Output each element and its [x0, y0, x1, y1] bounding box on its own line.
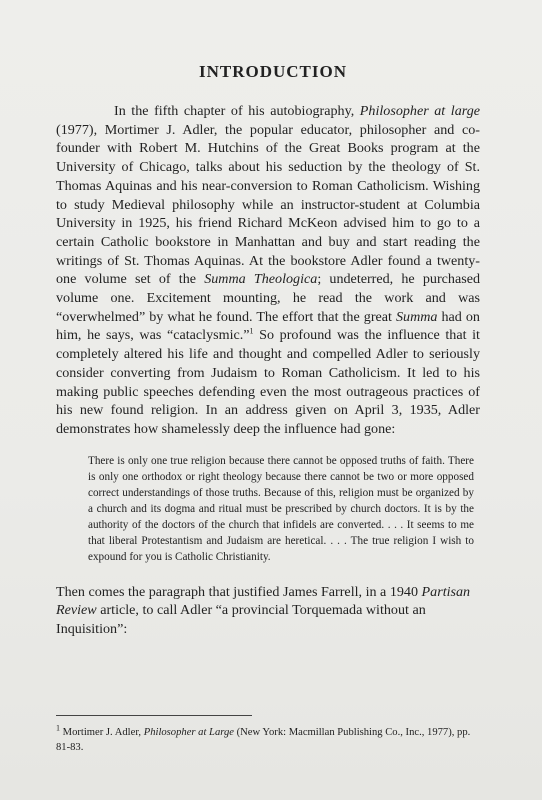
paragraph-text: So profound was the influence that it completely altered his life and thought and compelled Adler to seriously consider converting from Judaism to Roman Catholicism. It led to his making public speeches defending even the most outrageous practices of his new found religion. In an address given on April 3, 1935, Adler demonstrates how shamelessly deep the influence had gone: [56, 327, 480, 437]
block-quote: There is only one true religion because there cannot be opposed truths of faith. There is only one orthodox or right theology because there cannot be two or more opposed correct understandings of those truths. Because of this, religion must be organized by a church and its dogma and ritual must be prescribed by church doctors. It is by the authority of the doctors of the church that infidels are converted. . . . It seems to me that liberal Protestantism and Judaism are heretical. . . . The true religion I wish to expound for you is Catholic Christianity. [88, 454, 474, 563]
paragraph-text: Then comes the paragraph that justified James Farrell, in a 1940 [56, 583, 422, 600]
follow-up-paragraph [56, 583, 480, 639]
paragraph-text: ; undeterred, he purchased volume one. Excitement mounting, he read the work and was “overwhelmed” by what he found. The effort that the great [56, 271, 481, 325]
paragraph-text: article, to call Adler “a provincial Torquemada without an Inquisition”: [56, 602, 426, 638]
footnote-reference[interactable]: 1 [249, 326, 254, 336]
intro-paragraph [56, 102, 480, 439]
journal-title-italic: Partisan Review [56, 583, 471, 619]
footnote-text: (New York: Macmillan Publishing Co., Inc., 1977), pp. 81-83. [56, 727, 471, 753]
footnote-number: 1 [56, 723, 60, 733]
footnote-book-title: Philosopher at Large [143, 727, 234, 738]
summa-short-italic: Summa [395, 308, 438, 325]
chapter-title: INTRODUCTION [198, 62, 348, 81]
footnote-divider [56, 715, 252, 716]
footnote-text: Mortimer J. Adler, [60, 727, 144, 738]
paragraph-text: (1977), Mortimer J. Adler, the popular educator, philosopher and co-founder with Robert M. Hutchins of the Great Books program at the University of Chicago, talks about his seduction by the theology of St. Thomas Aquinas and his near-conversion to Roman Catholicism. Wishing to study Medieval philosophy while an instructor-student at Columbia University in 1925, his friend Richard McKeon advised him to go to a certain Catholic bookstore in Manhattan and buy and start reading the writings of St. Thomas Aquinas. At the bookstore Adler found a twenty-one volume set of the [56, 121, 480, 288]
paragraph-text: In the fifth chapter of his autobiography, [114, 103, 360, 119]
summa-title-italic: Summa Theologica [204, 271, 318, 288]
paragraph-text: had on him, he says, was “cataclysmic.” [56, 308, 480, 344]
book-title-italic: Philosopher at large [359, 103, 480, 119]
footnote [56, 725, 480, 755]
